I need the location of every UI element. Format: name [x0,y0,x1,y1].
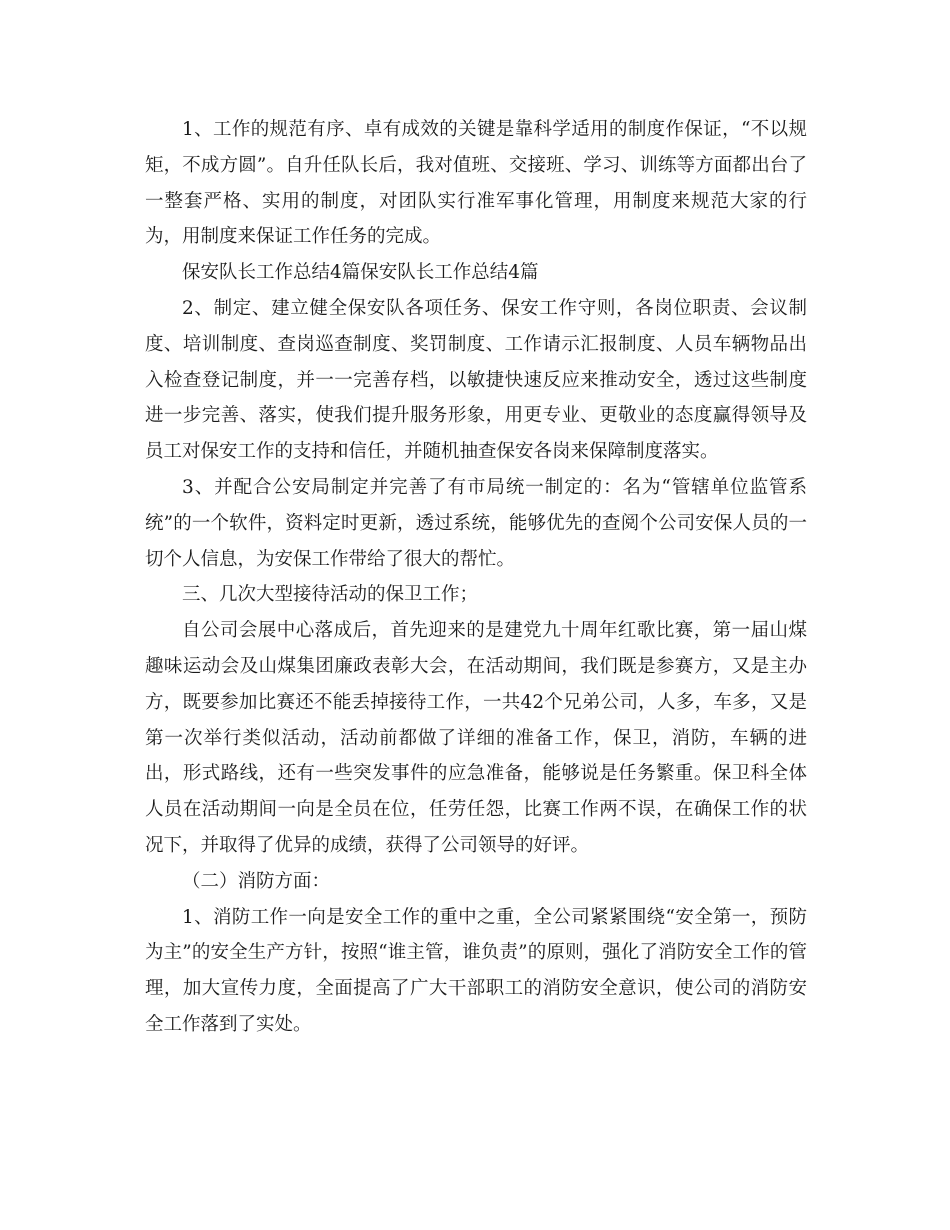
section-heading-fire-safety: （二）消防方面： [182,870,331,892]
document-body [145,112,807,1043]
paragraph-fire-safety-work: 1、消防工作一向是安全工作的重中之重，全公司紧紧围绕“安全第一，预防为主”的安全生产方针，按照“谁主管，谁负责”的原则，强化了消防安全工作的管理，加大宣传力度，全面提高了广大干部职工的消防安全意识，使公司的消防安全工作落到了实处。 [145,906,807,1035]
paragraph-title-repeat: 保安队长工作总结4篇保安队长工作总结4篇 [182,262,539,284]
section-heading-reception-security: 三、几次大型接待活动的保卫工作； [182,584,479,606]
paragraph-exhibition-events: 自公司会展中心落成后，首先迎来的是建党九十周年红歌比赛，第一届山煤趣味运动会及山煤集团廉政表彰大会，在活动期间，我们既是参赛方，又是主办方，既要参加比赛还不能丢掉接待工作，一共42个兄弟公司，人多，车多，又是第一次举行类似活动，活动前都做了详细的准备工作，保卫，消防，车辆的进出，形式路线，还有一些突发事件的应急准备，能够说是任务繁重。保卫科全体人员在活动期间一向是全员在位，任劳任怨，比赛工作两不误，在确保工作的状况下，并取得了优异的成绩，获得了公司领导的好评。 [145,620,807,856]
paragraph-duty-regulations: 2、制定、建立健全保安队各项任务、保安工作守则，各岗位职责、会议制度、培训制度、查岗巡查制度、奖罚制度、工作请示汇报制度、人员车辆物品出入检查登记制度，并一一完善存档，以敏捷快速反应来推动安全，透过这些制度进一步完善、落实，使我们提升服务形象，用更专业、更敬业的态度赢得领导及员工对保安工作的支持和信任，并随机抽查保安各岗来保障制度落实。 [145,297,807,463]
paragraph-police-system: 3、并配合公安局制定并完善了有市局统一制定的：名为“管辖单位监管系统”的一个软件，资料定时更新，透过系统，能够优先的查阅个公司安保人员的一切个人信息，为安保工作带给了很大的帮忙。 [145,476,807,570]
paragraph-rules-system: 1、工作的规范有序、卓有成效的关键是靠科学适用的制度作保证，“不以规矩，不成方圆”。自升任队长后，我对值班、交接班、学习、训练等方面都出台了一整套严格、实用的制度，对团队实行准军事化管理，用制度来规范大家的行为，用制度来保证工作任务的完成。 [145,119,807,248]
